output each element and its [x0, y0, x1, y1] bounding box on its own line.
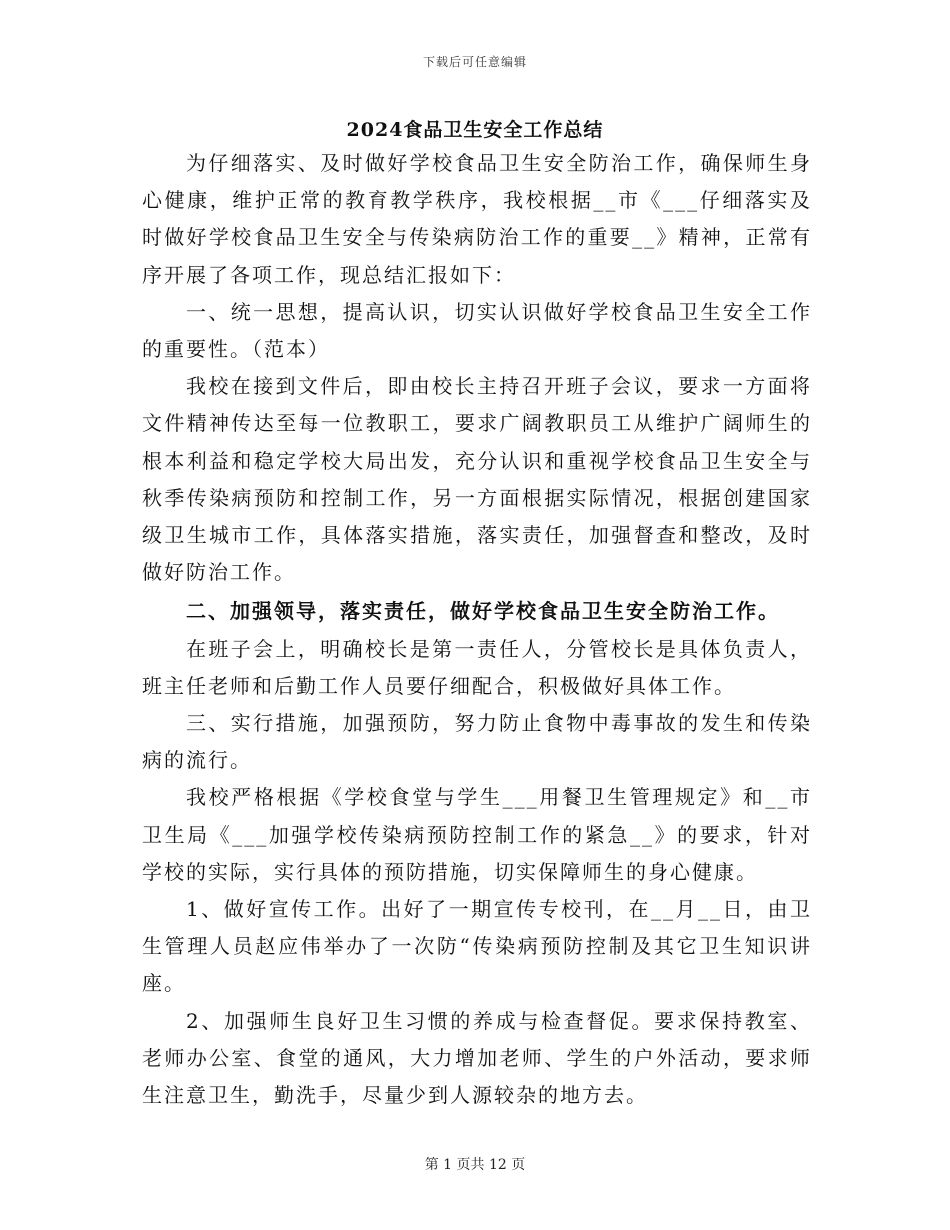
- paragraph-section-1-heading: 一、统一思想，提高认识，切实认识做好学校食品卫生安全工作的重要性。（范本）: [142, 299, 812, 362]
- document-body: [142, 145, 812, 1114]
- paragraph-section-2-heading: 二、加强领导，落实责任，做好学校食品卫生安全防治工作。: [186, 599, 780, 624]
- header-note: 下载后可任意编辑: [422, 55, 527, 69]
- paragraph-section-3-heading: 三、实行措施，加强预防，努力防止食物中毒事故的发生和传染病的流行。: [142, 711, 812, 773]
- page-footer: 第 1 页共 12 页: [424, 1157, 526, 1173]
- paragraph-item-1: 1、做好宣传工作。出好了一期宣传专校刊，在__月__日，由卫生管理人员赵应伟举办了一次防“传染病预防控制及其它卫生知识讲座。: [142, 897, 812, 996]
- paragraph-section-2-body: 在班子会上，明确校长是第一责任人，分管校长是具体负责人，班主任老师和后勤工作人员要仔细配合，积极做好具体工作。: [142, 636, 812, 698]
- paragraph-item-2: 2、加强师生良好卫生习惯的养成与检查督促。要求保持教室、老师办公室、食堂的通风，大力增加老师、学生的户外活动，要求师生注意卫生，勤洗手，尽量少到人源较杂的地方去。: [142, 1008, 812, 1108]
- paragraph-section-3-body: 我校严格根据《学校食堂与学生___用餐卫生管理规定》和__市卫生局《___加强学校传染病预防控制工作的紧急__》的要求，针对学校的实际，实行具体的预防措施，切实保障师生的身心健康。: [142, 785, 812, 884]
- document-title: 2024食品卫生安全工作总结: [346, 119, 604, 141]
- paragraph-intro: 为仔细落实、及时做好学校食品卫生安全防治工作，确保师生身心健康，维护正常的教育教学秩序，我校根据__市《___仔细落实及时做好学校食品卫生安全与传染病防治工作的重要__》精神，正常有序开展了各项工作，现总结汇报如下：: [142, 151, 812, 287]
- paragraph-section-1-body: 我校在接到文件后，即由校长主持召开班子会议，要求一方面将文件精神传达至每一位教职工，要求广阔教职员工从维护广阔师生的根本利益和稳定学校大局出发，充分认识和重视学校食品卫生安全与秋季传染病预防和控制工作，另一方面根据实际情况，根据创建国家级卫生城市工作，具体落实措施，落实责任，加强督查和整改，及时做好防治工作。: [142, 374, 812, 585]
